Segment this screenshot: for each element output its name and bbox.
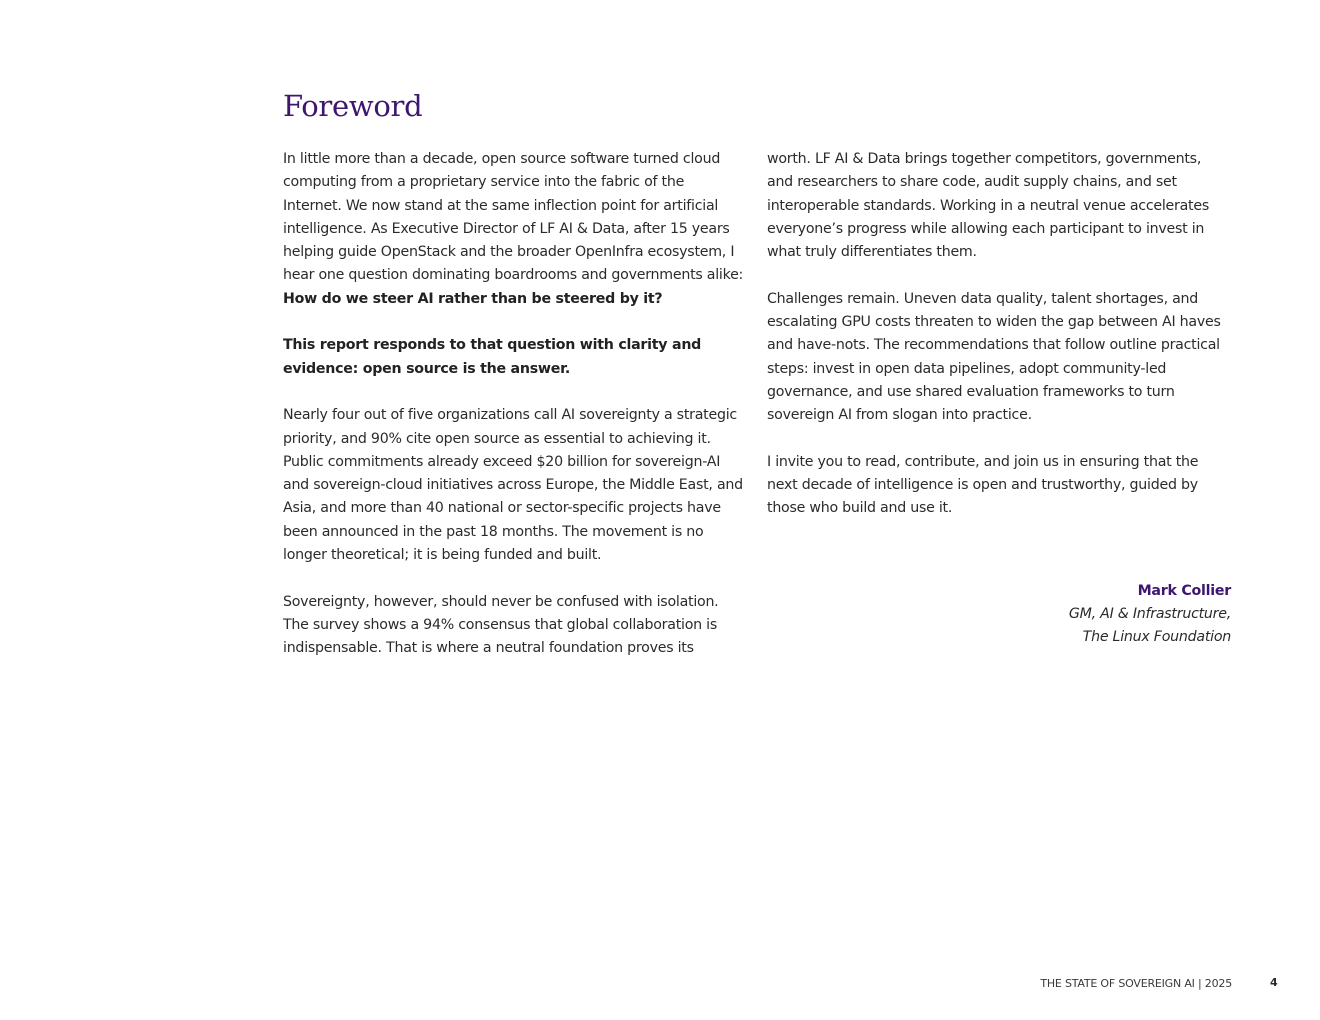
statistics-paragraph: Nearly four out of five organizations call AI sovereignty a strategic priority, and 90% cite open source as essential to achieving it. Public commitments already exceed $20 billion for sovereign-AI and sovereign-cloud initiatives across Europe, the Middle East, and Asia, and more than 40 national or sector-specific projects have been announced in the past 18 months. The movement is no longer theoretical; it is being funded and built.: [283, 407, 743, 564]
footer-report-label: THE STATE OF SOVEREIGN AI | 2025: [1040, 977, 1232, 990]
invitation-paragraph: I invite you to read, contribute, and join us in ensuring that the next decade of intelligence is open and trustworthy, guided by those who build and use it.: [767, 453, 1199, 517]
thesis-statement: This report responds to that question with clarity and evidence: open source is the answer.: [283, 337, 702, 377]
thesis-paragraph: [283, 334, 745, 381]
left-column: [283, 148, 745, 684]
signature-block: [767, 580, 1231, 650]
signature-name: Mark Collier: [1137, 582, 1231, 599]
page-title: Foreword: [283, 89, 423, 123]
right-column: [767, 148, 1231, 650]
challenges-paragraph: Challenges remain. Uneven data quality, talent shortages, and escalating GPU costs threaten to widen the gap between AI haves and have-nots. The recommendations that follow outline practical steps: invest in open data pipelines, adopt community-led governance, and use shared evaluation frameworks to turn sovereign AI from slogan into practice.: [767, 290, 1221, 424]
intro-paragraph-text: In little more than a decade, open source software turned cloud computing from a proprietary service into the fabric of the Internet. We now stand at the same inflection point for artificial intelligence. As Executive Director of LF AI & Data, after 15 years helping guide OpenStack and the broader OpenInfra ecosystem, I hear one question dominating boardrooms and governments alike:: [283, 151, 744, 284]
signature-organization: The Linux Foundation: [1082, 629, 1231, 646]
intro-paragraph: [283, 148, 745, 311]
key-question: How do we steer AI rather than be steered by it?: [283, 290, 663, 307]
foundation-paragraph: worth. LF AI & Data brings together competitors, governments, and researchers to share code, audit supply chains, and set interoperable standards. Working in a neutral venue accelerates everyone’s progress while allowing each participant to invest in what truly differentiates them.: [767, 151, 1209, 261]
collaboration-paragraph: Sovereignty, however, should never be confused with isolation. The survey shows a 94% consensus that global collaboration is indispensable. That is where a neutral foundation proves its: [283, 593, 719, 657]
signature-role: GM, AI & Infrastructure,: [1068, 606, 1231, 623]
page-number: 4: [1270, 976, 1278, 989]
